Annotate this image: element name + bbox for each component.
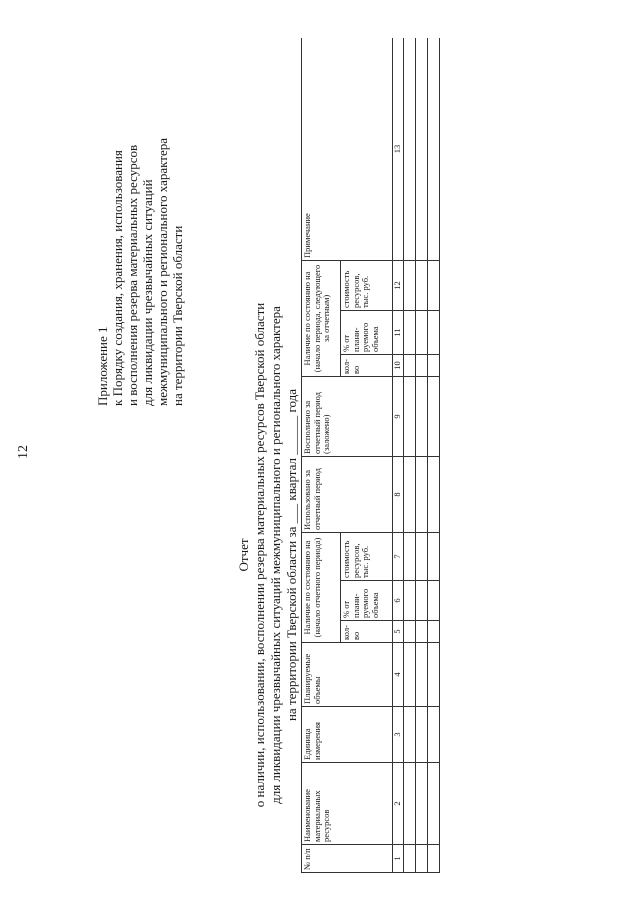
- appendix-line: межмуниципального и регионального характера: [155, 138, 170, 406]
- table-cell: [427, 38, 439, 260]
- table-cell: [415, 621, 427, 643]
- table-cell: [403, 707, 415, 763]
- table-cell: [415, 377, 427, 457]
- table-cell: [427, 377, 439, 457]
- table-cell: [427, 533, 439, 581]
- table-cell: [427, 311, 439, 355]
- column-number: 2: [392, 763, 403, 845]
- table-cell: [403, 260, 415, 310]
- col-header-next-cost: стоимость ресурсов, тыс. руб.: [341, 260, 392, 310]
- table-cell: [403, 763, 415, 845]
- appendix-note: [95, 138, 185, 406]
- column-number: 1: [392, 845, 403, 873]
- table-cell: [427, 643, 439, 707]
- report-subtitle-line: для ликвидации чрезвычайных ситуаций межмуниципального и регионального характера: [268, 306, 283, 804]
- table-cell: [403, 845, 415, 873]
- table-cell: [427, 260, 439, 310]
- column-number: 13: [392, 38, 403, 260]
- col-header-planned: Планируемые объемы: [302, 643, 393, 707]
- column-number: 5: [392, 621, 403, 643]
- column-number: 4: [392, 643, 403, 707]
- column-number: 6: [392, 581, 403, 621]
- table-cell: [415, 763, 427, 845]
- table-row: [415, 38, 427, 873]
- table-cell: [427, 355, 439, 377]
- table-cell: [415, 311, 427, 355]
- column-number: 7: [392, 533, 403, 581]
- col-header-name: Наименование материальных ресурсов: [302, 763, 393, 845]
- table-cell: [403, 377, 415, 457]
- col-header-start-group: Наличие по состоянию на (начало отчетного периода): [302, 533, 341, 643]
- col-header-start-pct: % от плани-руемого объема: [341, 581, 392, 621]
- report-table-container: [301, 38, 440, 873]
- page-number: 12: [16, 445, 31, 459]
- table-cell: [415, 38, 427, 260]
- column-number: 10: [392, 355, 403, 377]
- appendix-line: и восполнения резерва материальных ресурсов: [125, 144, 140, 406]
- column-number: 3: [392, 707, 403, 763]
- table-cell: [403, 643, 415, 707]
- report-table: [301, 38, 440, 873]
- col-header-note: Примечание: [302, 38, 393, 260]
- table-cell: [415, 260, 427, 310]
- table-cell: [415, 707, 427, 763]
- table-cell: [415, 643, 427, 707]
- report-heading: Отчет: [236, 538, 251, 572]
- table-cell: [403, 311, 415, 355]
- table-cell: [403, 38, 415, 260]
- table-cell: [403, 533, 415, 581]
- col-header-next-pct: % от плани-руемого объема: [341, 311, 392, 355]
- col-header-num: № п/п: [302, 845, 393, 873]
- column-number: 8: [392, 457, 403, 533]
- col-header-start-cost: стоимость ресурсов, тыс. руб.: [341, 533, 392, 581]
- table-row: [403, 38, 415, 873]
- table-cell: [427, 707, 439, 763]
- column-number: 9: [392, 377, 403, 457]
- column-number-row: [392, 38, 403, 873]
- report-subtitle-line: на территории Тверской области за ___ квартал ______ года: [284, 388, 299, 722]
- appendix-line: на территории Тверской области: [170, 225, 185, 406]
- appendix-line: к Порядку создания, хранения, использования: [110, 150, 125, 406]
- col-header-unit: Единица измерения: [302, 707, 393, 763]
- table-row: [427, 38, 439, 873]
- table-cell: [415, 355, 427, 377]
- table-body: [403, 38, 439, 873]
- table-cell: [415, 457, 427, 533]
- appendix-line: для ликвидации чрезвычайных ситуаций: [140, 179, 155, 406]
- report-title-block: [236, 303, 300, 807]
- table-cell: [403, 621, 415, 643]
- table-cell: [403, 355, 415, 377]
- column-number: 11: [392, 311, 403, 355]
- table-cell: [415, 581, 427, 621]
- col-header-next-qty: кол-во: [341, 355, 392, 377]
- column-number: 12: [392, 260, 403, 310]
- table-cell: [427, 845, 439, 873]
- table-cell: [427, 621, 439, 643]
- col-header-restored: Восполнено за отчетный период (заложено): [302, 377, 393, 457]
- appendix-line: Приложение 1: [95, 326, 110, 406]
- col-header-used: Использовано за отчетный период: [302, 457, 393, 533]
- table-cell: [427, 457, 439, 533]
- col-header-next-group: Наличие по состоянию на (начало периода, следующего за отчетным): [302, 260, 341, 376]
- table-cell: [427, 763, 439, 845]
- table-cell: [403, 457, 415, 533]
- report-subtitle-line: о наличии, использовании, восполнении резерва материальных ресурсов Тверской области: [252, 302, 267, 808]
- table-cell: [403, 581, 415, 621]
- table-cell: [415, 845, 427, 873]
- col-header-start-qty: кол-во: [341, 621, 392, 643]
- table-cell: [415, 533, 427, 581]
- table-cell: [427, 581, 439, 621]
